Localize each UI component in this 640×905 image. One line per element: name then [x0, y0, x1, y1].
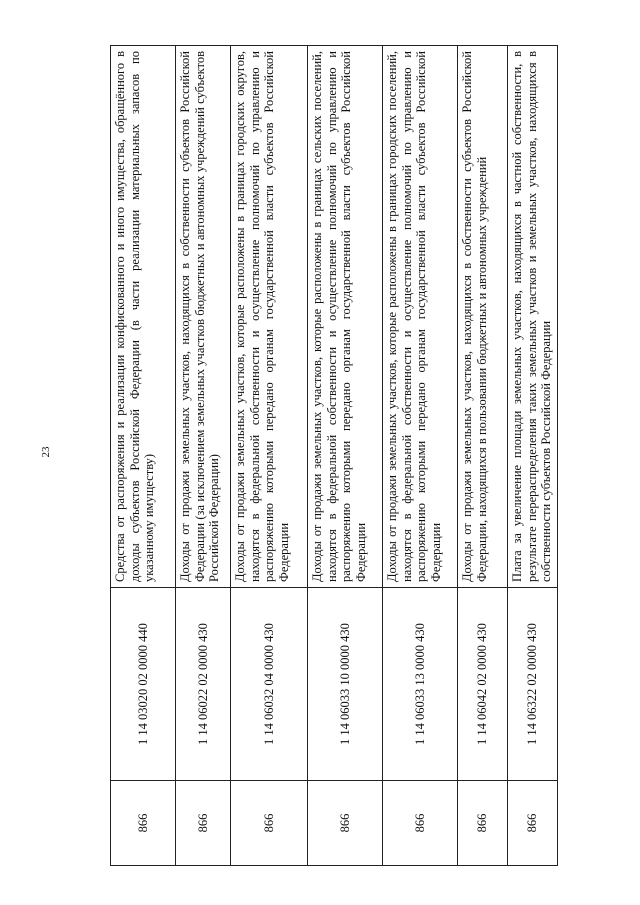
table-row — [508, 46, 558, 866]
table-row — [308, 46, 383, 866]
admin-code-cell: 866 — [383, 781, 458, 866]
admin-code-cell: 866 — [508, 781, 558, 866]
description-cell: Средства от распоряжения и реализации конфискованного и иного имущества, обращённого в доходы субъектов Российской Федерации (в части реализации материальных запасов по указанному имуществу) — [111, 46, 176, 588]
rotated-table-container — [110, 46, 557, 866]
admin-code-cell: 866 — [111, 781, 176, 866]
description-cell: Доходы от продажи земельных участков, которые расположены в границах городских округов, находятся в федеральной собственности и осуществление полномочий по управлению и распоряжению которыми передано органам государственной власти субъектов Российской Федерации — [231, 46, 308, 588]
admin-code-cell: 866 — [458, 781, 508, 866]
description-cell: Плата за увеличение площади земельных участков, находящихся в частной собственности, в результате перераспределения таких земельных участков и земельных участков, находящихся в собственности субъектов Российской Федерации — [508, 46, 558, 588]
budget-code-cell: 1 14 06022 02 0000 430 — [176, 588, 231, 781]
table-row — [176, 46, 231, 866]
admin-code-cell: 866 — [231, 781, 308, 866]
revenue-codes-table — [110, 45, 558, 866]
table-row — [111, 46, 176, 866]
budget-code-cell: 1 14 06042 02 0000 430 — [458, 588, 508, 781]
description-cell: Доходы от продажи земельных участков, находящихся в собственности субъектов Российской Федерации (за исключением земельных участков бюджетных и автономных учреждений субъектов Российской Федерации) — [176, 46, 231, 588]
budget-code-cell: 1 14 03020 02 0000 440 — [111, 588, 176, 781]
budget-code-cell: 1 14 06033 10 0000 430 — [308, 588, 383, 781]
table-row — [231, 46, 308, 866]
budget-code-cell: 1 14 06032 04 0000 430 — [231, 588, 308, 781]
table-row — [458, 46, 508, 866]
description-cell: Доходы от продажи земельных участков, которые расположены в границах городских поселений, находятся в федеральной собственности и осуществление полномочий по управлению и распоряжению которыми передано органам государственной власти субъектов Российской Федерации — [383, 46, 458, 588]
page-number: 23 — [40, 446, 52, 458]
description-cell: Доходы от продажи земельных участков, которые расположены в границах сельских поселений, находятся в федеральной собственности и осуществление полномочий по управлению и распоряжению которыми передано органам государственной власти субъектов Российской Федерации — [308, 46, 383, 588]
table-row — [383, 46, 458, 866]
description-cell: Доходы от продажи земельных участков, находящихся в собственности субъектов Российской Федерации, находящихся в пользовании бюджетных и автономных учреждений — [458, 46, 508, 588]
admin-code-cell: 866 — [308, 781, 383, 866]
admin-code-cell: 866 — [176, 781, 231, 866]
budget-code-cell: 1 14 06033 13 0000 430 — [383, 588, 458, 781]
budget-code-cell: 1 14 06322 02 0000 430 — [508, 588, 558, 781]
